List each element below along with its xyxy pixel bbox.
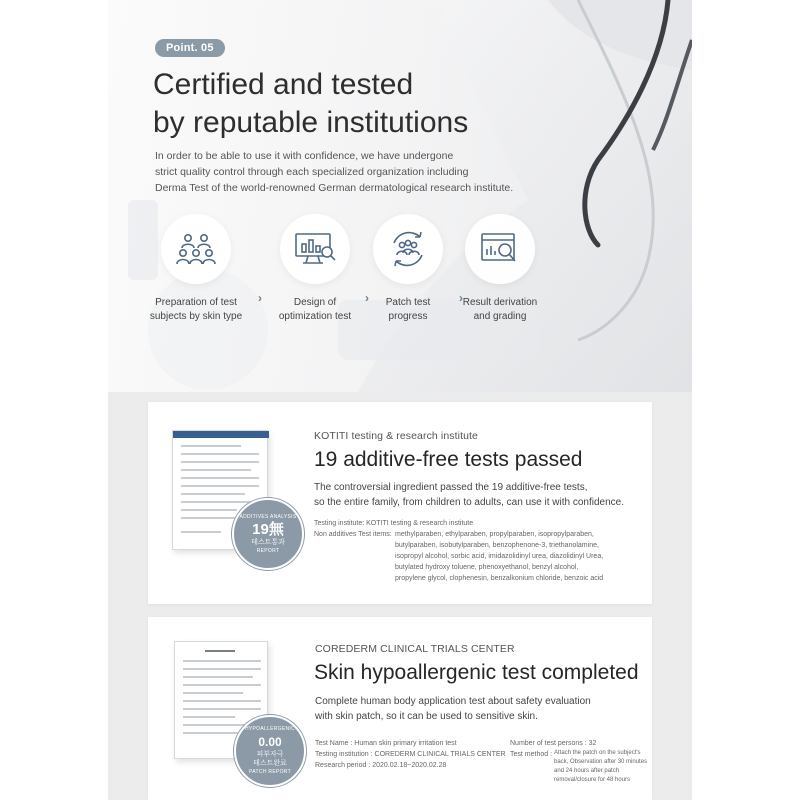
step-preparation-label-1: Preparation of test: [155, 297, 237, 308]
report-magnifier-icon: [480, 231, 520, 267]
people-group-icon: [176, 231, 216, 267]
hero-desc-line3: Derma Test of the world-renowned German dermatological research institute.: [155, 182, 514, 194]
test-process-steps: [140, 214, 540, 324]
step-preparation: [140, 214, 252, 324]
arrow-right-icon: ›: [459, 291, 463, 305]
non-additives-list: methylparaben, ethylparaben, propylparaben, isopropylparaben, butylparaben, isobutylparaben, benzophenone-3, triethanolamine, isopropyl alcohol, sorbic acid, imidazolidinyl urea, diazolidinyl Urea, butylated hydroxy toluene, phenoxyethanol, benzyl alcohol, propylene glycol, clophenesin, benzalkonium chloride, benzoic acid: [395, 531, 604, 582]
institute-name: COREDERM CLINICAL TRIALS CENTER: [315, 643, 515, 655]
test-method-text: Attach the patch on the subject's back, Observation after 30 minutes and 24 hours after patch removal/closure for 48 hours: [554, 750, 648, 783]
hero-section: [108, 0, 692, 392]
card-title: 19 additive-free tests passed: [314, 448, 583, 471]
institute-name: KOTITI testing & research institute: [314, 430, 478, 442]
additives-analysis-seal: ADDITIVES ANALYSIS 19無 테스트통과 REPORT: [232, 498, 304, 570]
step-patch-label-1: Patch test: [385, 297, 431, 308]
step-result: [444, 214, 556, 324]
non-additives-label: Non additives Test items:: [314, 531, 392, 538]
hero-desc-line1: In order to be able to use it with confidence, we have undergone: [155, 150, 454, 162]
card-description: Complete human body application test about safety evaluation with skin patch, so it can be used to sensitive skin.: [315, 696, 591, 722]
hero-title-line1: Certified and tested: [153, 68, 414, 101]
step-result-label-2: and grading: [473, 311, 527, 322]
hero-description: [155, 148, 575, 196]
card-description: The controversial ingredient passed the 19 additive-free tests, so the entire family, from children to adults, can use it with confidence.: [314, 482, 624, 508]
test-method-label: Test method :: [510, 751, 553, 758]
test-details-left: Test Name : Human skin primary irritation test Testing institution : COREDERM CLINICAL TRIALS CENTER Research period : 2020.02.18~2020.02.28: [315, 740, 506, 769]
point-badge: Point. 05: [155, 39, 225, 57]
arrow-right-icon: ›: [258, 291, 262, 305]
step-patch-label-2: progress: [388, 311, 428, 322]
step-design: [266, 214, 364, 324]
monitor-chart-icon: [294, 232, 336, 266]
testing-institute-text: Testing institute: KOTITI testing & research institute: [314, 520, 474, 527]
arrow-right-icon: ›: [365, 291, 369, 305]
step-design-label-2: optimization test: [278, 311, 352, 322]
step-preparation-label-2: subjects by skin type: [149, 311, 243, 322]
step-design-label-1: Design of: [293, 297, 337, 308]
test-persons-count: Number of test persons : 32: [510, 740, 597, 747]
coredermic-certificate-card: [148, 617, 652, 800]
hero-title-line2: by reputable institutions: [153, 106, 469, 139]
card-title: Skin hypoallergenic test completed: [314, 661, 639, 684]
step-patch-test: [358, 214, 458, 324]
doctor-stethoscope-photo: [108, 0, 692, 392]
hero-title: [153, 66, 653, 142]
kotiti-certificate-card: [148, 402, 652, 604]
step-result-label-1: Result derivation: [462, 297, 538, 308]
hypoallergenic-seal: HYPOALLERGENIC 0.00 피부자극 테스트완료 PATCH REPORT: [234, 715, 306, 787]
hero-desc-line2: strict quality control through each specialized organization including: [155, 166, 469, 178]
cycle-people-icon: [388, 229, 428, 269]
